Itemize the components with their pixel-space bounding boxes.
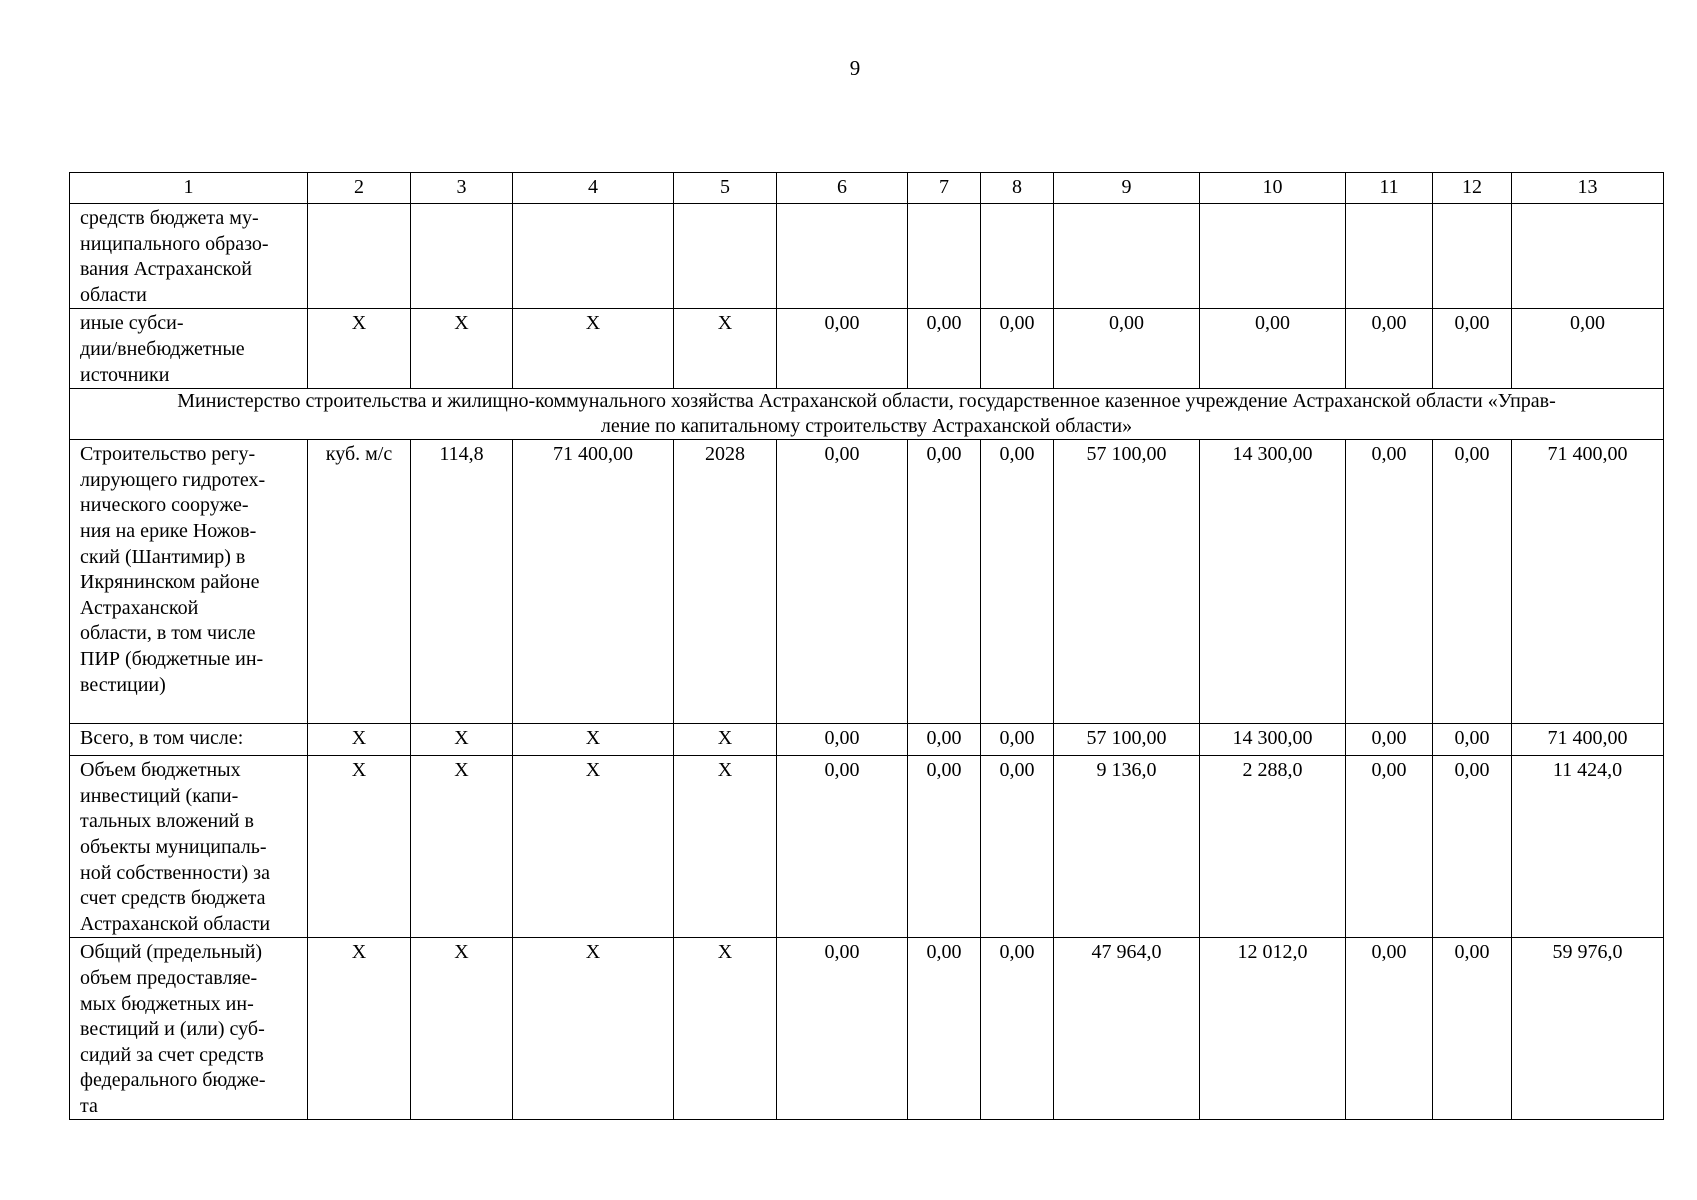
row-label-line: области, в том числе xyxy=(80,622,256,645)
section-title-line: Министерство строительства и жилищно-коммунального хозяйства Астраханской области, государственное казенное учреждение Астраханской области «Управ- xyxy=(177,390,1556,413)
table-cell-col-4: X xyxy=(513,756,674,938)
row-label xyxy=(70,756,308,938)
row-label-line: источники xyxy=(80,363,170,386)
table-cell-col-12: 0,00 xyxy=(1433,309,1512,389)
table-cell-col-11: 0,00 xyxy=(1346,756,1433,938)
table-cell-col-4 xyxy=(513,204,674,309)
table-cell-col-7: 0,00 xyxy=(908,440,981,724)
table-cell-col-9: 57 100,00 xyxy=(1054,724,1200,756)
table-row xyxy=(70,938,1664,1120)
row-label-line: нического сооруже- xyxy=(80,494,249,517)
table-cell-col-8: 0,00 xyxy=(981,938,1054,1120)
table-cell-col-8: 0,00 xyxy=(981,724,1054,756)
header-cell-10: 10 xyxy=(1200,173,1346,204)
row-label-line: федерального бюдже- xyxy=(80,1069,266,1092)
table-cell-col-13: 11 424,0 xyxy=(1512,756,1664,938)
table-row xyxy=(70,204,1664,309)
table-cell-col-3 xyxy=(411,204,513,309)
row-label-line: дии/внебюджетные xyxy=(80,337,245,360)
row-label-line: счет средств бюджета xyxy=(80,887,266,910)
table-cell-col-11: 0,00 xyxy=(1346,938,1433,1120)
header-cell-11: 11 xyxy=(1346,173,1433,204)
table-cell-col-10: 2 288,0 xyxy=(1200,756,1346,938)
table-cell-col-7 xyxy=(908,204,981,309)
table-cell-col-8: 0,00 xyxy=(981,756,1054,938)
row-label-line: Строительство регу- xyxy=(80,443,256,466)
table-cell-col-5: X xyxy=(674,309,777,389)
section-title xyxy=(70,389,1664,440)
table-cell-col-7: 0,00 xyxy=(908,309,981,389)
table-cell-col-2: X xyxy=(308,724,411,756)
table-cell-col-9: 9 136,0 xyxy=(1054,756,1200,938)
table-cell-col-4: X xyxy=(513,309,674,389)
table-row xyxy=(70,724,1664,756)
table-cell-col-12: 0,00 xyxy=(1433,756,1512,938)
table-cell-col-12: 0,00 xyxy=(1433,724,1512,756)
header-cell-9: 9 xyxy=(1054,173,1200,204)
table-cell-col-8 xyxy=(981,204,1054,309)
header-cell-8: 8 xyxy=(981,173,1054,204)
row-label-line: ПИР (бюджетные ин- xyxy=(80,647,264,670)
table-cell-col-10 xyxy=(1200,204,1346,309)
table-cell-col-12 xyxy=(1433,204,1512,309)
row-label-line: объекты муниципаль- xyxy=(80,835,267,858)
row-label-line: та xyxy=(80,1094,98,1117)
table-cell-col-4: 71 400,00 xyxy=(513,440,674,724)
table-cell-col-3: X xyxy=(411,938,513,1120)
table-cell-col-11: 0,00 xyxy=(1346,724,1433,756)
row-label-line: лирующего гидротех- xyxy=(80,468,266,491)
header-cell-4: 4 xyxy=(513,173,674,204)
table-cell-col-11: 0,00 xyxy=(1346,440,1433,724)
table-cell-col-3: X xyxy=(411,756,513,938)
table-row xyxy=(70,309,1664,389)
row-label-line: Астраханской xyxy=(80,596,199,619)
header-cell-13: 13 xyxy=(1512,173,1664,204)
row-label-line: области xyxy=(80,283,147,306)
row-label-line: вания Астраханской xyxy=(80,258,252,281)
header-cell-3: 3 xyxy=(411,173,513,204)
row-label-line: Общий (предельный) xyxy=(80,941,263,964)
table-cell-col-8: 0,00 xyxy=(981,309,1054,389)
table-cell-col-10: 14 300,00 xyxy=(1200,724,1346,756)
table-cell-col-2: X xyxy=(308,938,411,1120)
table-cell-col-3: X xyxy=(411,309,513,389)
page-number: 9 xyxy=(849,56,861,80)
row-label-line: ский (Шантимир) в xyxy=(80,545,246,568)
table-cell-col-12: 0,00 xyxy=(1433,938,1512,1120)
table-cell-col-9: 57 100,00 xyxy=(1054,440,1200,724)
table-cell-col-7: 0,00 xyxy=(908,756,981,938)
header-cell-2: 2 xyxy=(308,173,411,204)
row-label-line: средств бюджета му- xyxy=(80,207,259,229)
header-cell-1: 1 xyxy=(70,173,308,204)
table-row xyxy=(70,440,1664,724)
table-cell-col-9: 0,00 xyxy=(1054,309,1200,389)
table-cell-col-9: 47 964,0 xyxy=(1054,938,1200,1120)
table-cell-col-11 xyxy=(1346,204,1433,309)
row-label xyxy=(70,204,308,309)
table-cell-col-5: X xyxy=(674,756,777,938)
row-label-line: Астраханской области xyxy=(80,912,271,935)
table-cell-col-3: 114,8 xyxy=(411,440,513,724)
table-cell-col-6: 0,00 xyxy=(777,756,908,938)
table-row xyxy=(70,756,1664,938)
table-cell-col-6: 0,00 xyxy=(777,309,908,389)
table-body xyxy=(70,173,1664,1120)
table-cell-col-11: 0,00 xyxy=(1346,309,1433,389)
header-cell-6: 6 xyxy=(777,173,908,204)
row-label xyxy=(70,938,308,1120)
table-cell-col-13 xyxy=(1512,204,1664,309)
row-label-line: ниципального образо- xyxy=(80,232,269,255)
budget-table xyxy=(69,172,1664,1120)
row-label xyxy=(70,440,308,724)
table-cell-col-6: 0,00 xyxy=(777,724,908,756)
row-label-line: ния на ерике Ножов- xyxy=(80,519,257,542)
table-cell-col-13: 59 976,0 xyxy=(1512,938,1664,1120)
table-cell-col-4: X xyxy=(513,724,674,756)
table-cell-col-12: 0,00 xyxy=(1433,440,1512,724)
table-cell-col-7: 0,00 xyxy=(908,724,981,756)
row-label-line: вестиции) xyxy=(80,673,166,696)
section-row xyxy=(70,389,1664,440)
table-cell-col-2 xyxy=(308,204,411,309)
table-cell-col-10: 12 012,0 xyxy=(1200,938,1346,1120)
row-label-line: тальных вложений в xyxy=(80,810,254,833)
header-cell-7: 7 xyxy=(908,173,981,204)
table-cell-col-10: 14 300,00 xyxy=(1200,440,1346,724)
table-cell-col-2: X xyxy=(308,309,411,389)
header-cell-12: 12 xyxy=(1433,173,1512,204)
table-cell-col-5: X xyxy=(674,938,777,1120)
table-cell-col-3: X xyxy=(411,724,513,756)
table-cell-col-2: X xyxy=(308,756,411,938)
row-label xyxy=(70,724,308,756)
header-cell-5: 5 xyxy=(674,173,777,204)
section-title-line: ление по капитальному строительству Астраханской области» xyxy=(600,415,1133,438)
row-label-line: объем предоставляе- xyxy=(80,966,258,989)
row-label-line: сидий за счет средств xyxy=(80,1043,264,1066)
table-cell-col-13: 0,00 xyxy=(1512,309,1664,389)
row-label-line: Икрянинском районе xyxy=(80,571,260,594)
row-label-line: Всего, в том числе: xyxy=(80,727,244,750)
row-label-line: иные субси- xyxy=(80,312,184,335)
table-cell-col-7: 0,00 xyxy=(908,938,981,1120)
table-cell-col-4: X xyxy=(513,938,674,1120)
table-cell-col-6: 0,00 xyxy=(777,938,908,1120)
table-cell-col-13: 71 400,00 xyxy=(1512,724,1664,756)
table-cell-col-5: X xyxy=(674,724,777,756)
table-cell-col-10: 0,00 xyxy=(1200,309,1346,389)
table-cell-col-5 xyxy=(674,204,777,309)
row-label-line: инвестиций (капи- xyxy=(80,784,239,807)
row-label-line: мых бюджетных ин- xyxy=(80,992,254,1015)
row-label-line: ной собственности) за xyxy=(80,861,270,884)
table-cell-col-6 xyxy=(777,204,908,309)
table-cell-col-13: 71 400,00 xyxy=(1512,440,1664,724)
row-label xyxy=(70,309,308,389)
table-header-row xyxy=(70,173,1664,204)
row-label-line: вестиций и (или) суб- xyxy=(80,1018,265,1041)
row-label-line: Объем бюджетных xyxy=(80,759,241,782)
table-cell-col-5: 2028 xyxy=(674,440,777,724)
table-cell-col-8: 0,00 xyxy=(981,440,1054,724)
table-cell-col-6: 0,00 xyxy=(777,440,908,724)
table-cell-col-2: куб. м/с xyxy=(308,440,411,724)
table-cell-col-9 xyxy=(1054,204,1200,309)
